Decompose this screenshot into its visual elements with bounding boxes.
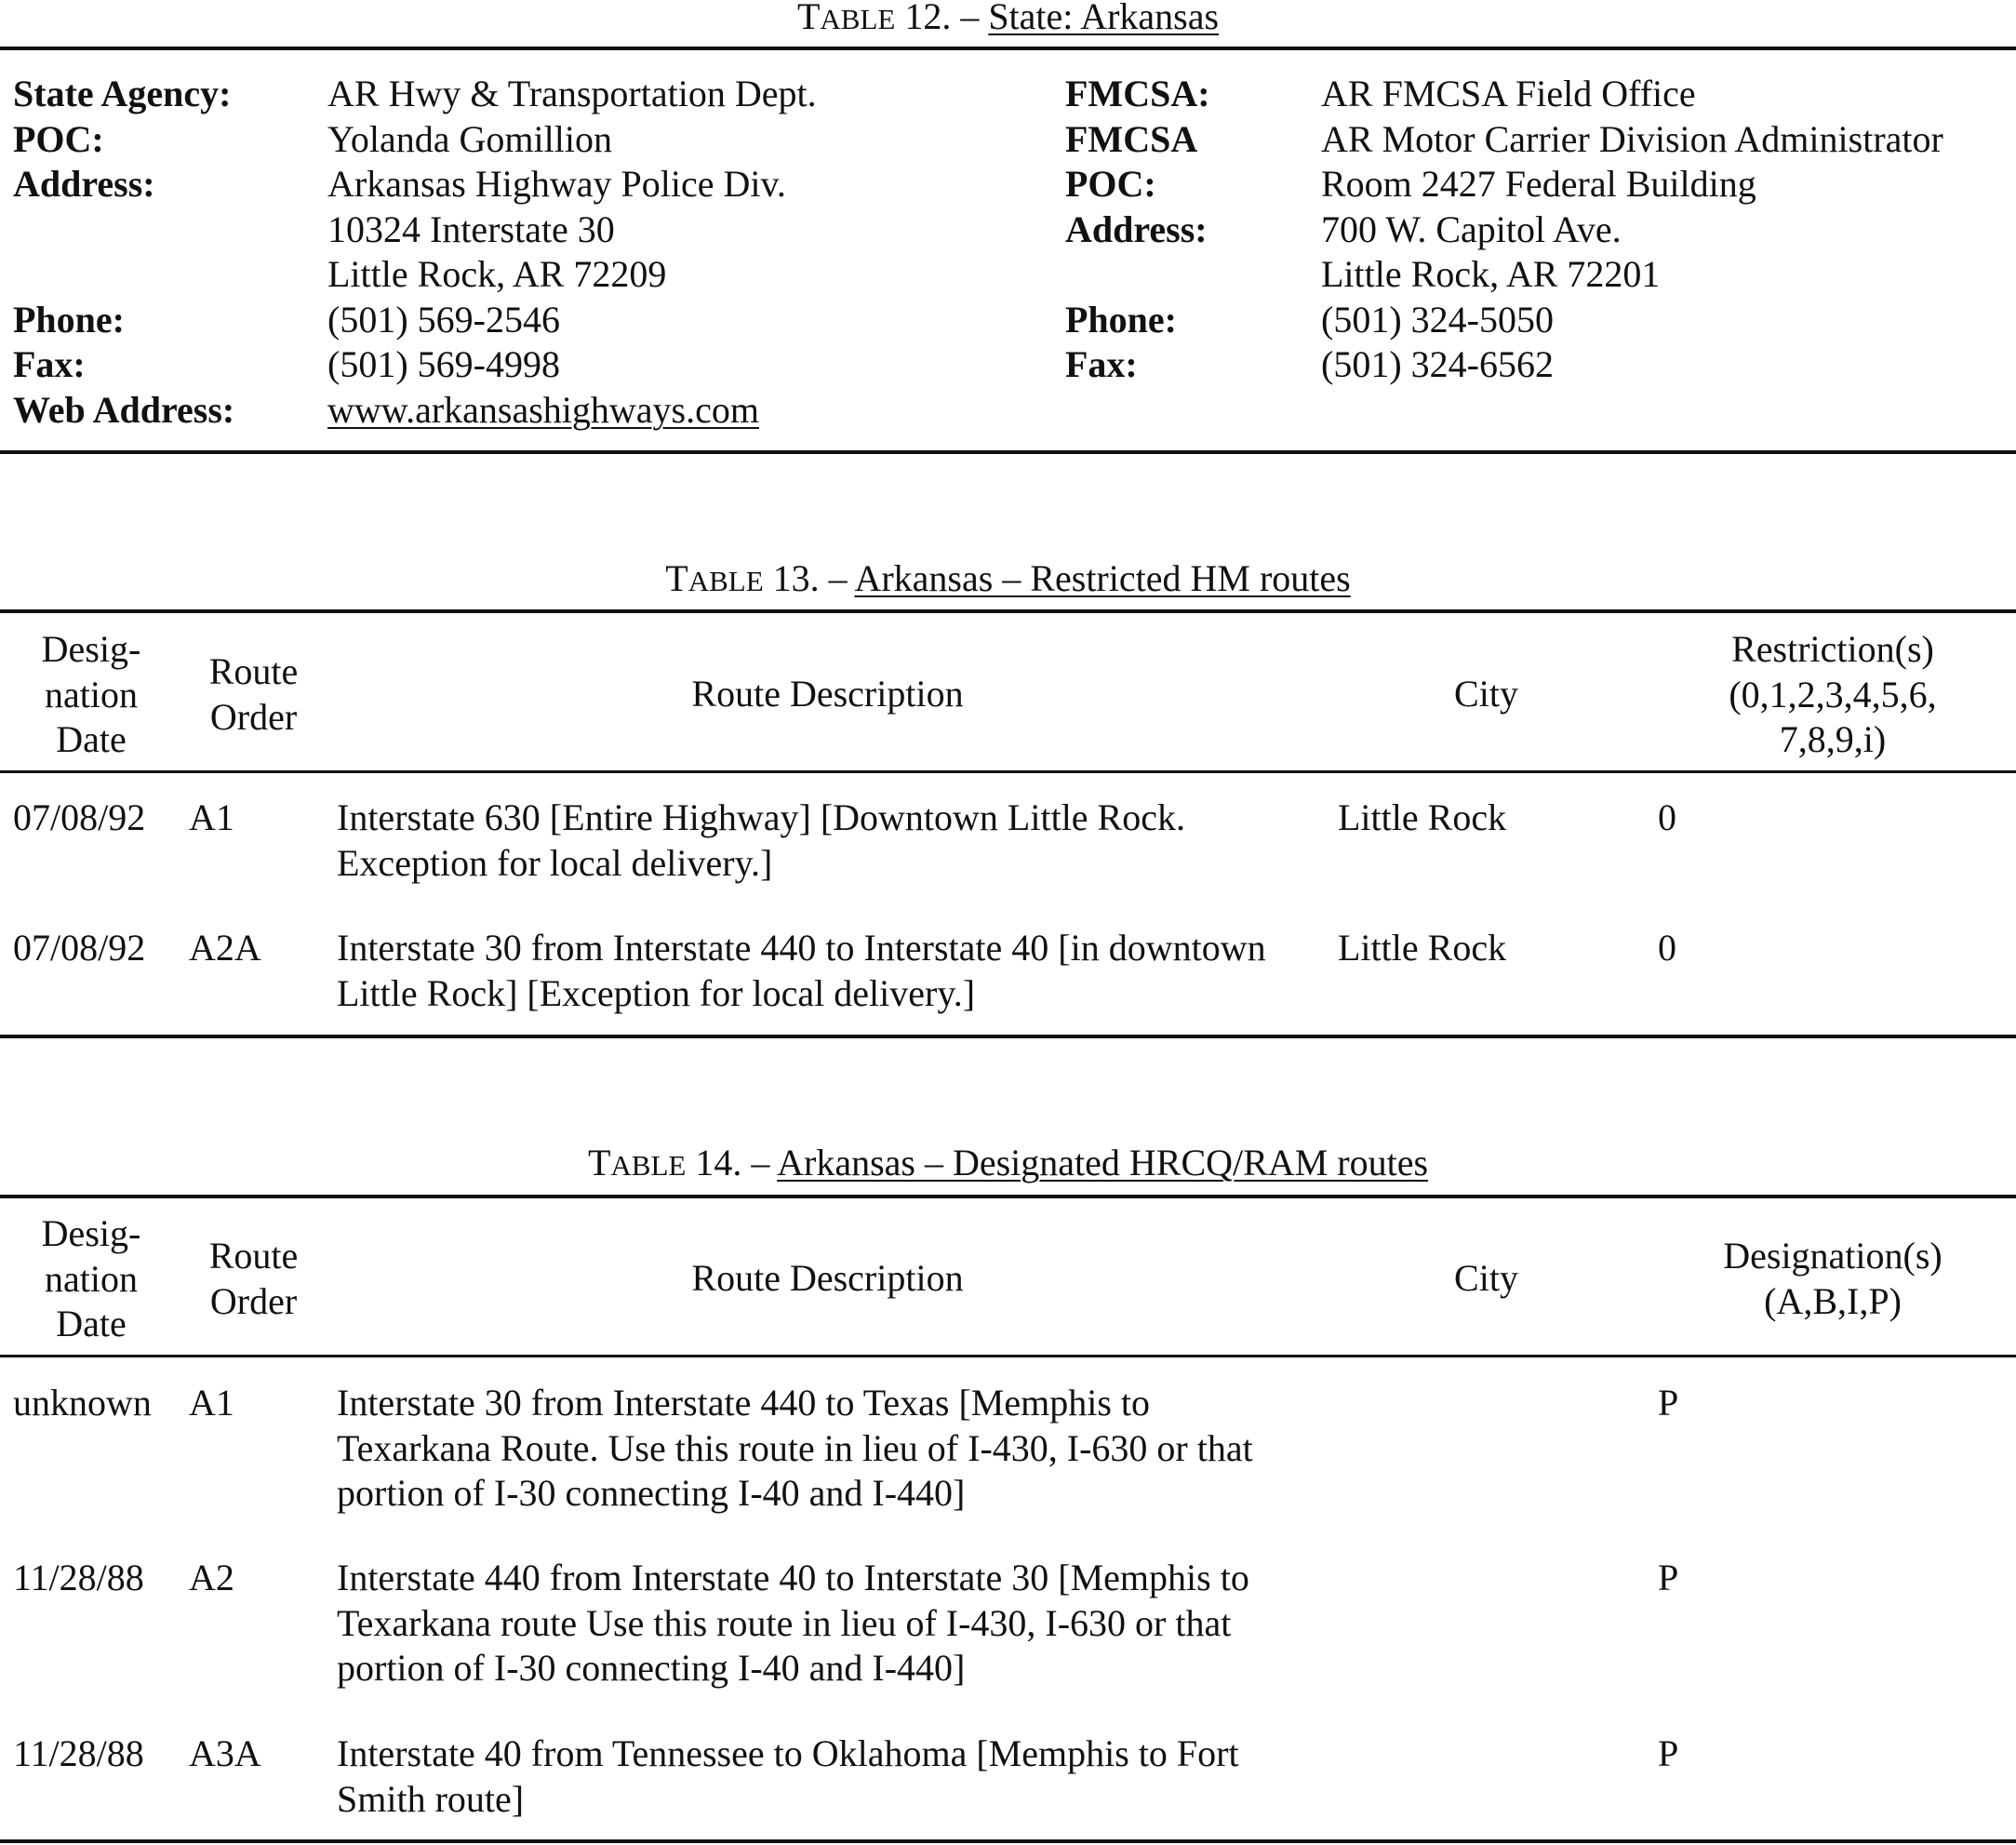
label-fmcsa-2: FMCSA [1065,117,1198,160]
state-phone-value: (501) 569-2546 [327,298,560,341]
t13-row1-city: Little Rock [1338,796,1507,838]
t14-row1-order: A1 [189,1382,234,1424]
label-fax: Fax: [13,343,86,385]
label-fmcsa-address: Address: [1065,207,1208,250]
label-fmcsa-fax: Fax: [1065,343,1138,385]
t14-header-order: Route Order [208,1235,299,1322]
state-agency-value: AR Hwy & Transportation Dept. [327,73,817,114]
label-fmcsa-phone: Phone: [1065,298,1177,341]
label-fmcsa: FMCSA: [1065,73,1210,114]
fmcsa-address-line2: 700 W. Capitol Ave. [1321,207,1622,250]
t13-row2-order: A2A [189,927,261,969]
fmcsa-office-value: AR FMCSA Field Office [1321,73,1696,114]
t14-row3-desc: Interstate 40 from Tennessee to Oklahoma [Memphis to Fort Smith route] [337,1732,1239,1820]
t14-row1-desc: Interstate 30 from Interstate 440 to Texas [Memphis to Texarkana Route. Use this route in lieu of I-430, I-630 or that portion of I-30 connecting I-40 and I-440] [337,1382,1253,1514]
fmcsa-poc-value: AR Motor Carrier Division Administrator [1321,117,1943,160]
web-address-link[interactable]: www.arkansashighways.com [327,388,759,431]
table12-top-rule [0,47,2016,50]
t13-header-city: City [1454,673,1518,715]
table13-header-rule [0,770,2016,773]
table12-bottom-rule [0,450,2016,454]
table12-caption: TABLE 12. – State: Arkansas [0,0,2016,43]
t14-row3-date: 11/28/88 [13,1732,144,1774]
t14-row2-desc: Interstate 440 from Interstate 40 to Interstate 30 [Memphis to Texarkana route Use this route in lieu of I-430, I-630 or that portion of I-30 connecting I-40 and I-440] [337,1557,1249,1689]
t13-row2-city: Little Rock [1338,927,1507,969]
table12-left-labels [13,72,234,433]
table14-header-rule [0,1355,2016,1357]
label-web-address: Web Address: [13,388,235,431]
t14-row1-designation: P [1658,1382,1679,1424]
table14-top-rule [0,1195,2016,1198]
t14-row2-order: A2 [189,1557,234,1598]
t13-row1-restriction: 0 [1658,796,1676,838]
state-address-line3: Little Rock, AR 72209 [327,253,667,295]
state-address-line2: 10324 Interstate 30 [327,207,615,250]
fmcsa-phone-value: (501) 324-5050 [1321,298,1554,341]
fmcsa-address-line3: Little Rock, AR 72201 [1321,253,1661,295]
t13-header-desc: Route Description [691,673,964,715]
table14-caption: TABLE 14. – Arkansas – Designated HRCQ/RAM routes [587,1142,1429,1183]
table13-bottom-rule [0,1035,2016,1038]
table13-caption: TABLE 13. – Arkansas – Restricted HM routes [665,557,1351,599]
t14-header-desc: Route Description [691,1257,964,1299]
t14-row3-order: A3A [189,1732,261,1774]
t13-row2-desc: Interstate 30 from Interstate 440 to Interstate 40 [in downtown Little Rock] [Exception for local delivery.] [337,927,1266,1014]
table12-left-values [327,72,817,433]
label-poc: POC: [13,117,104,160]
t13-header-date: Desig- nation Date [41,628,141,760]
t13-header-restriction: Restriction(s) (0,1,2,3,4,5,6, 7,8,9,i) [1729,628,1937,760]
table14-title: Arkansas – Designated HRCQ/RAM routes [777,1142,1429,1183]
state-poc-value: Yolanda Gomillion [327,117,612,160]
label-fmcsa-poc: POC: [1065,163,1156,205]
state-address-line1: Arkansas Highway Police Div. [327,163,786,205]
t14-header-designation: Designation(s) (A,B,I,P) [1723,1235,1943,1322]
t14-header-date: Desig- nation Date [41,1212,141,1344]
t14-row3-designation: P [1658,1732,1679,1774]
table13-top-rule [0,609,2016,613]
label-phone: Phone: [13,298,125,341]
table12-right-labels [1065,72,1210,388]
t13-row2-restriction: 0 [1658,927,1676,969]
fmcsa-address-line1: Room 2427 Federal Building [1321,163,1756,205]
t13-row2-date: 07/08/92 [13,927,146,969]
t14-row2-date: 11/28/88 [13,1557,144,1598]
table12-title: State: Arkansas [988,0,1220,37]
table12-right-values [1321,72,1943,388]
t14-row2-designation: P [1658,1557,1679,1598]
label-state-agency: State Agency: [13,73,232,114]
t13-header-order: Route Order [208,650,299,738]
label-address: Address: [13,163,155,205]
t13-row1-date: 07/08/92 [13,796,146,838]
t13-row1-desc: Interstate 630 [Entire Highway] [Downtown Little Rock. Exception for local delivery.] [337,796,1185,884]
t14-header-city: City [1454,1257,1518,1299]
state-fax-value: (501) 569-4998 [327,343,560,385]
table14-bottom-rule [0,1839,2016,1843]
t13-row1-order: A1 [189,796,234,838]
fmcsa-fax-value: (501) 324-6562 [1321,343,1554,385]
table13-title: Arkansas – Restricted HM routes [854,557,1351,599]
t14-row1-date: unknown [13,1382,152,1424]
